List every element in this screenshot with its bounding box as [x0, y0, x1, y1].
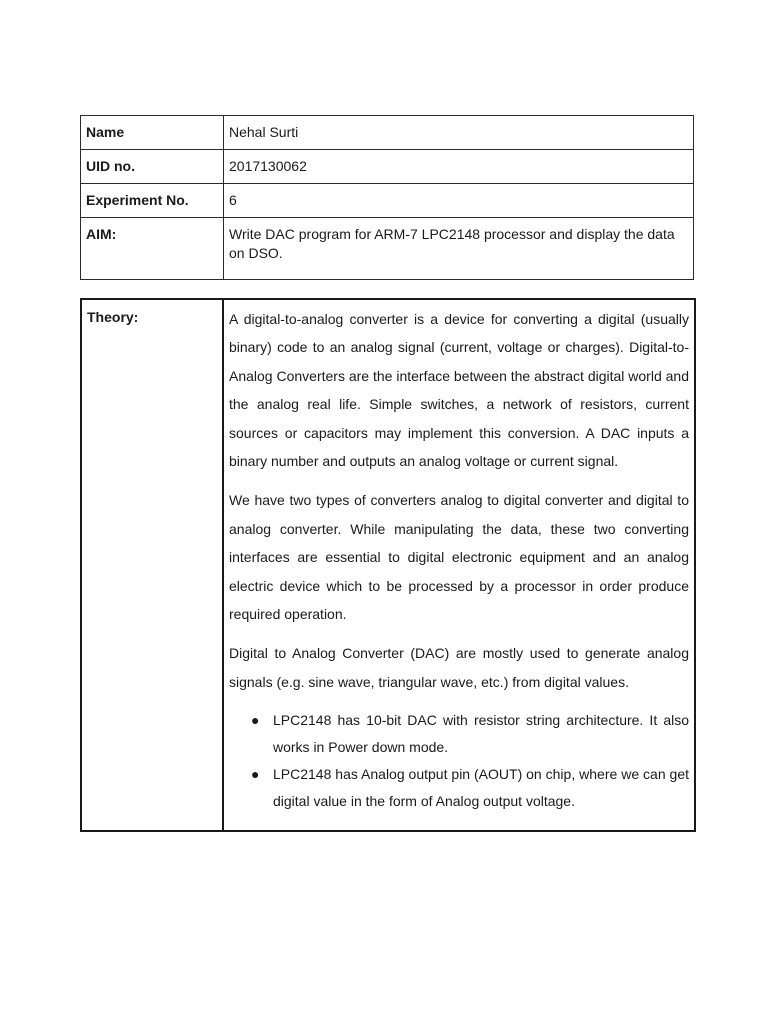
table-row	[81, 150, 694, 184]
name-label: Name	[81, 116, 224, 150]
bullet-icon: ●	[251, 712, 260, 729]
name-value: Nehal Surti	[224, 116, 694, 150]
bullet-text: LPC2148 has 10-bit DAC with resistor string architecture. It also works in Power down mode.	[273, 712, 689, 756]
experiment-number-value: 6	[224, 184, 694, 218]
uid-label: UID no.	[81, 150, 224, 184]
theory-content	[223, 299, 695, 831]
table-row	[81, 218, 694, 280]
theory-paragraph-2: We have two types of converters analog to digital converter and digital to analog converter. While manipulating the data, these two converting interfaces are essential to digital electronic equipment and an analog electric device which to be processed by a processor in order produce required operation.	[229, 492, 689, 623]
bullet-icon: ●	[251, 766, 260, 783]
aim-label: AIM:	[81, 218, 224, 280]
table-row	[81, 184, 694, 218]
theory-paragraph-1: A digital-to-analog converter is a device for converting a digital (usually binary) code to an analog signal (current, voltage or charges). Digital-to-Analog Converters are the interface between the abstract digital world and the analog real life. Simple switches, a network of resistors, current sources or capacitors may implement this conversion. A DAC inputs a binary number and outputs an analog voltage or current signal.	[229, 311, 689, 470]
theory-label: Theory:	[81, 299, 223, 831]
aim-value: Write DAC program for ARM-7 LPC2148 processor and display the data on DSO.	[224, 218, 694, 280]
experiment-info-table	[80, 115, 694, 280]
theory-paragraph-3: Digital to Analog Converter (DAC) are mostly used to generate analog signals (e.g. sine wave, triangular wave, etc.) from digital values.	[229, 645, 689, 690]
uid-value: 2017130062	[224, 150, 694, 184]
list-item	[229, 707, 689, 761]
theory-bullet-list	[229, 707, 689, 815]
table-row	[81, 299, 695, 831]
experiment-number-label: Experiment No.	[81, 184, 224, 218]
theory-table	[80, 298, 696, 832]
bullet-text: LPC2148 has Analog output pin (AOUT) on chip, where we can get digital value in the form of Analog output voltage.	[273, 766, 689, 810]
table-row	[81, 116, 694, 150]
list-item	[229, 761, 689, 815]
